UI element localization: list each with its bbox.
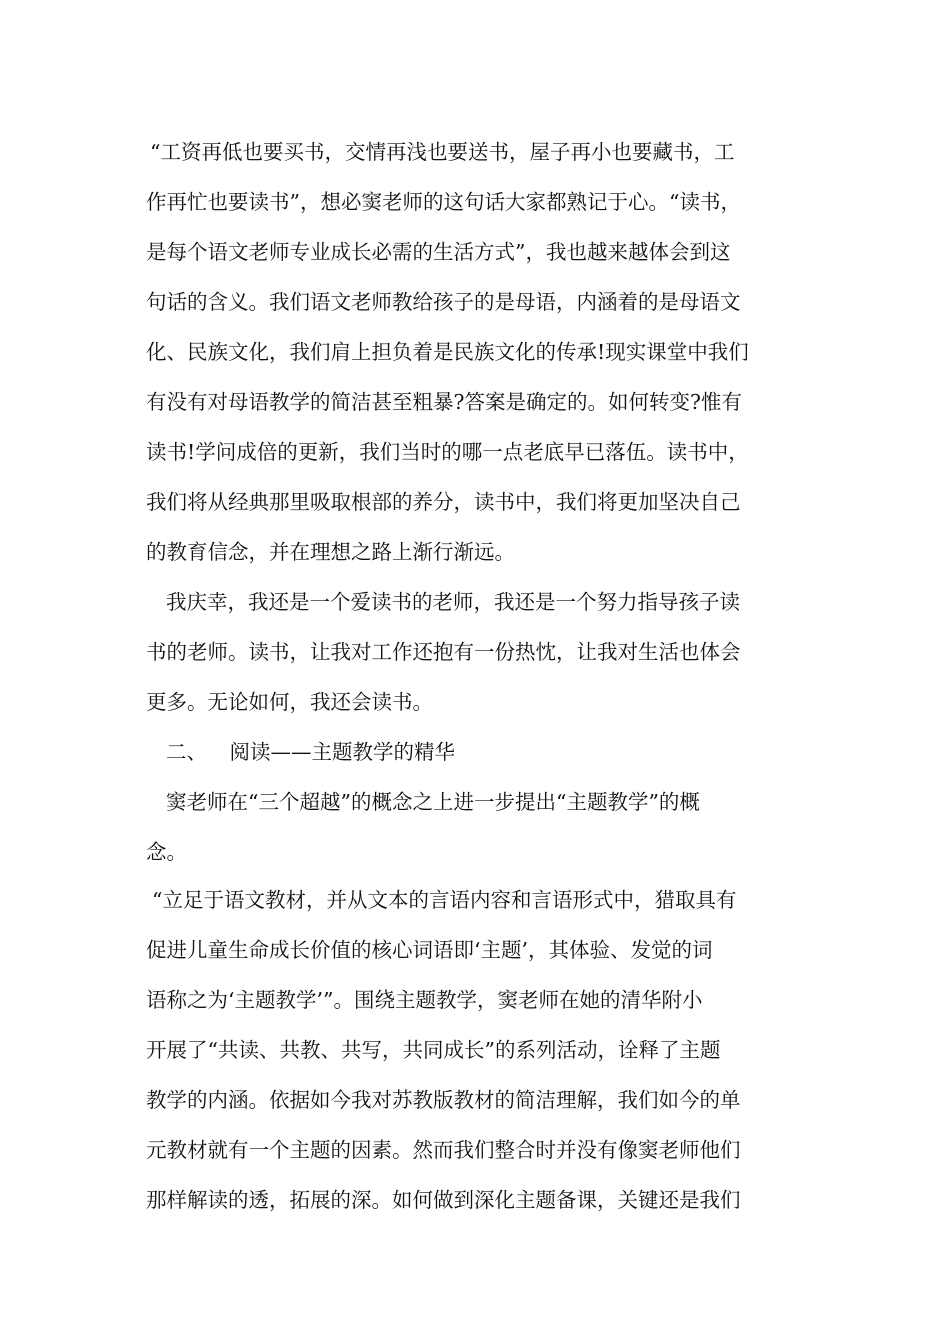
text-line: 书的老师。读书，让我对工作还抱有一份热忱，让我对生活也体会 (146, 640, 741, 664)
text-line: “工资再低也要买书，交情再浅也要送书，屋子再小也要藏书，工 (150, 140, 735, 164)
section-heading: 二、 阅读——主题教学的精华 (166, 740, 456, 764)
text-line: “立足于语文教材，并从文本的言语内容和言语形式中，猎取具有 (152, 888, 737, 912)
text-line: 的教育信念，并在理想之路上渐行渐远。 (146, 540, 515, 564)
text-line: 我庆幸，我还是一个爱读书的老师，我还是一个努力指导孩子读 (166, 590, 740, 614)
text-line: 窦老师在“三个超越”的概念之上进一步提出“主题教学”的概 (166, 790, 700, 814)
text-line: 我们将从经典那里吸取根部的养分，读书中，我们将更加坚决自己 (146, 490, 741, 514)
text-line: 那样解读的透，拓展的深。如何做到深化主题备课，关键还是我们 (146, 1188, 741, 1212)
text-line: 有没有对母语教学的简洁甚至粗暴?答案是确定的。如何转变?惟有 (146, 390, 742, 414)
text-line: 开展了“共读、共教、共写，共同成长”的系列活动，诠释了主题 (146, 1038, 721, 1062)
text-line: 句话的含义。我们语文老师教给孩子的是母语，内涵着的是母语文 (146, 290, 741, 314)
text-line: 是每个语文老师专业成长必需的生活方式”，我也越来越体会到这 (146, 240, 731, 264)
text-line: 作再忙也要读书”，想必窦老师的这句话大家都熟记于心。“读书， (146, 190, 741, 214)
text-line: 元教材就有一个主题的因素。然而我们整合时并没有像窦老师他们 (146, 1138, 741, 1162)
text-line: 读书!学问成倍的更新，我们当时的哪一点老底早已落伍。读书中， (146, 440, 749, 464)
text-line: 更多。无论如何，我还会读书。 (146, 690, 433, 714)
text-line: 化、民族文化，我们肩上担负着是民族文化的传承!现实课堂中我们 (146, 340, 749, 364)
text-line: 语称之为‘主题教学’”。围绕主题教学，窦老师在她的清华附小 (146, 988, 703, 1012)
text-line: 促进儿童生命成长价值的核心词语即‘主题’，其体验、发觉的词 (146, 938, 713, 962)
text-line: 教学的内涵。依据如今我对苏教版教材的简洁理解，我们如今的单 (146, 1088, 741, 1112)
text-line: 念。 (146, 840, 187, 864)
